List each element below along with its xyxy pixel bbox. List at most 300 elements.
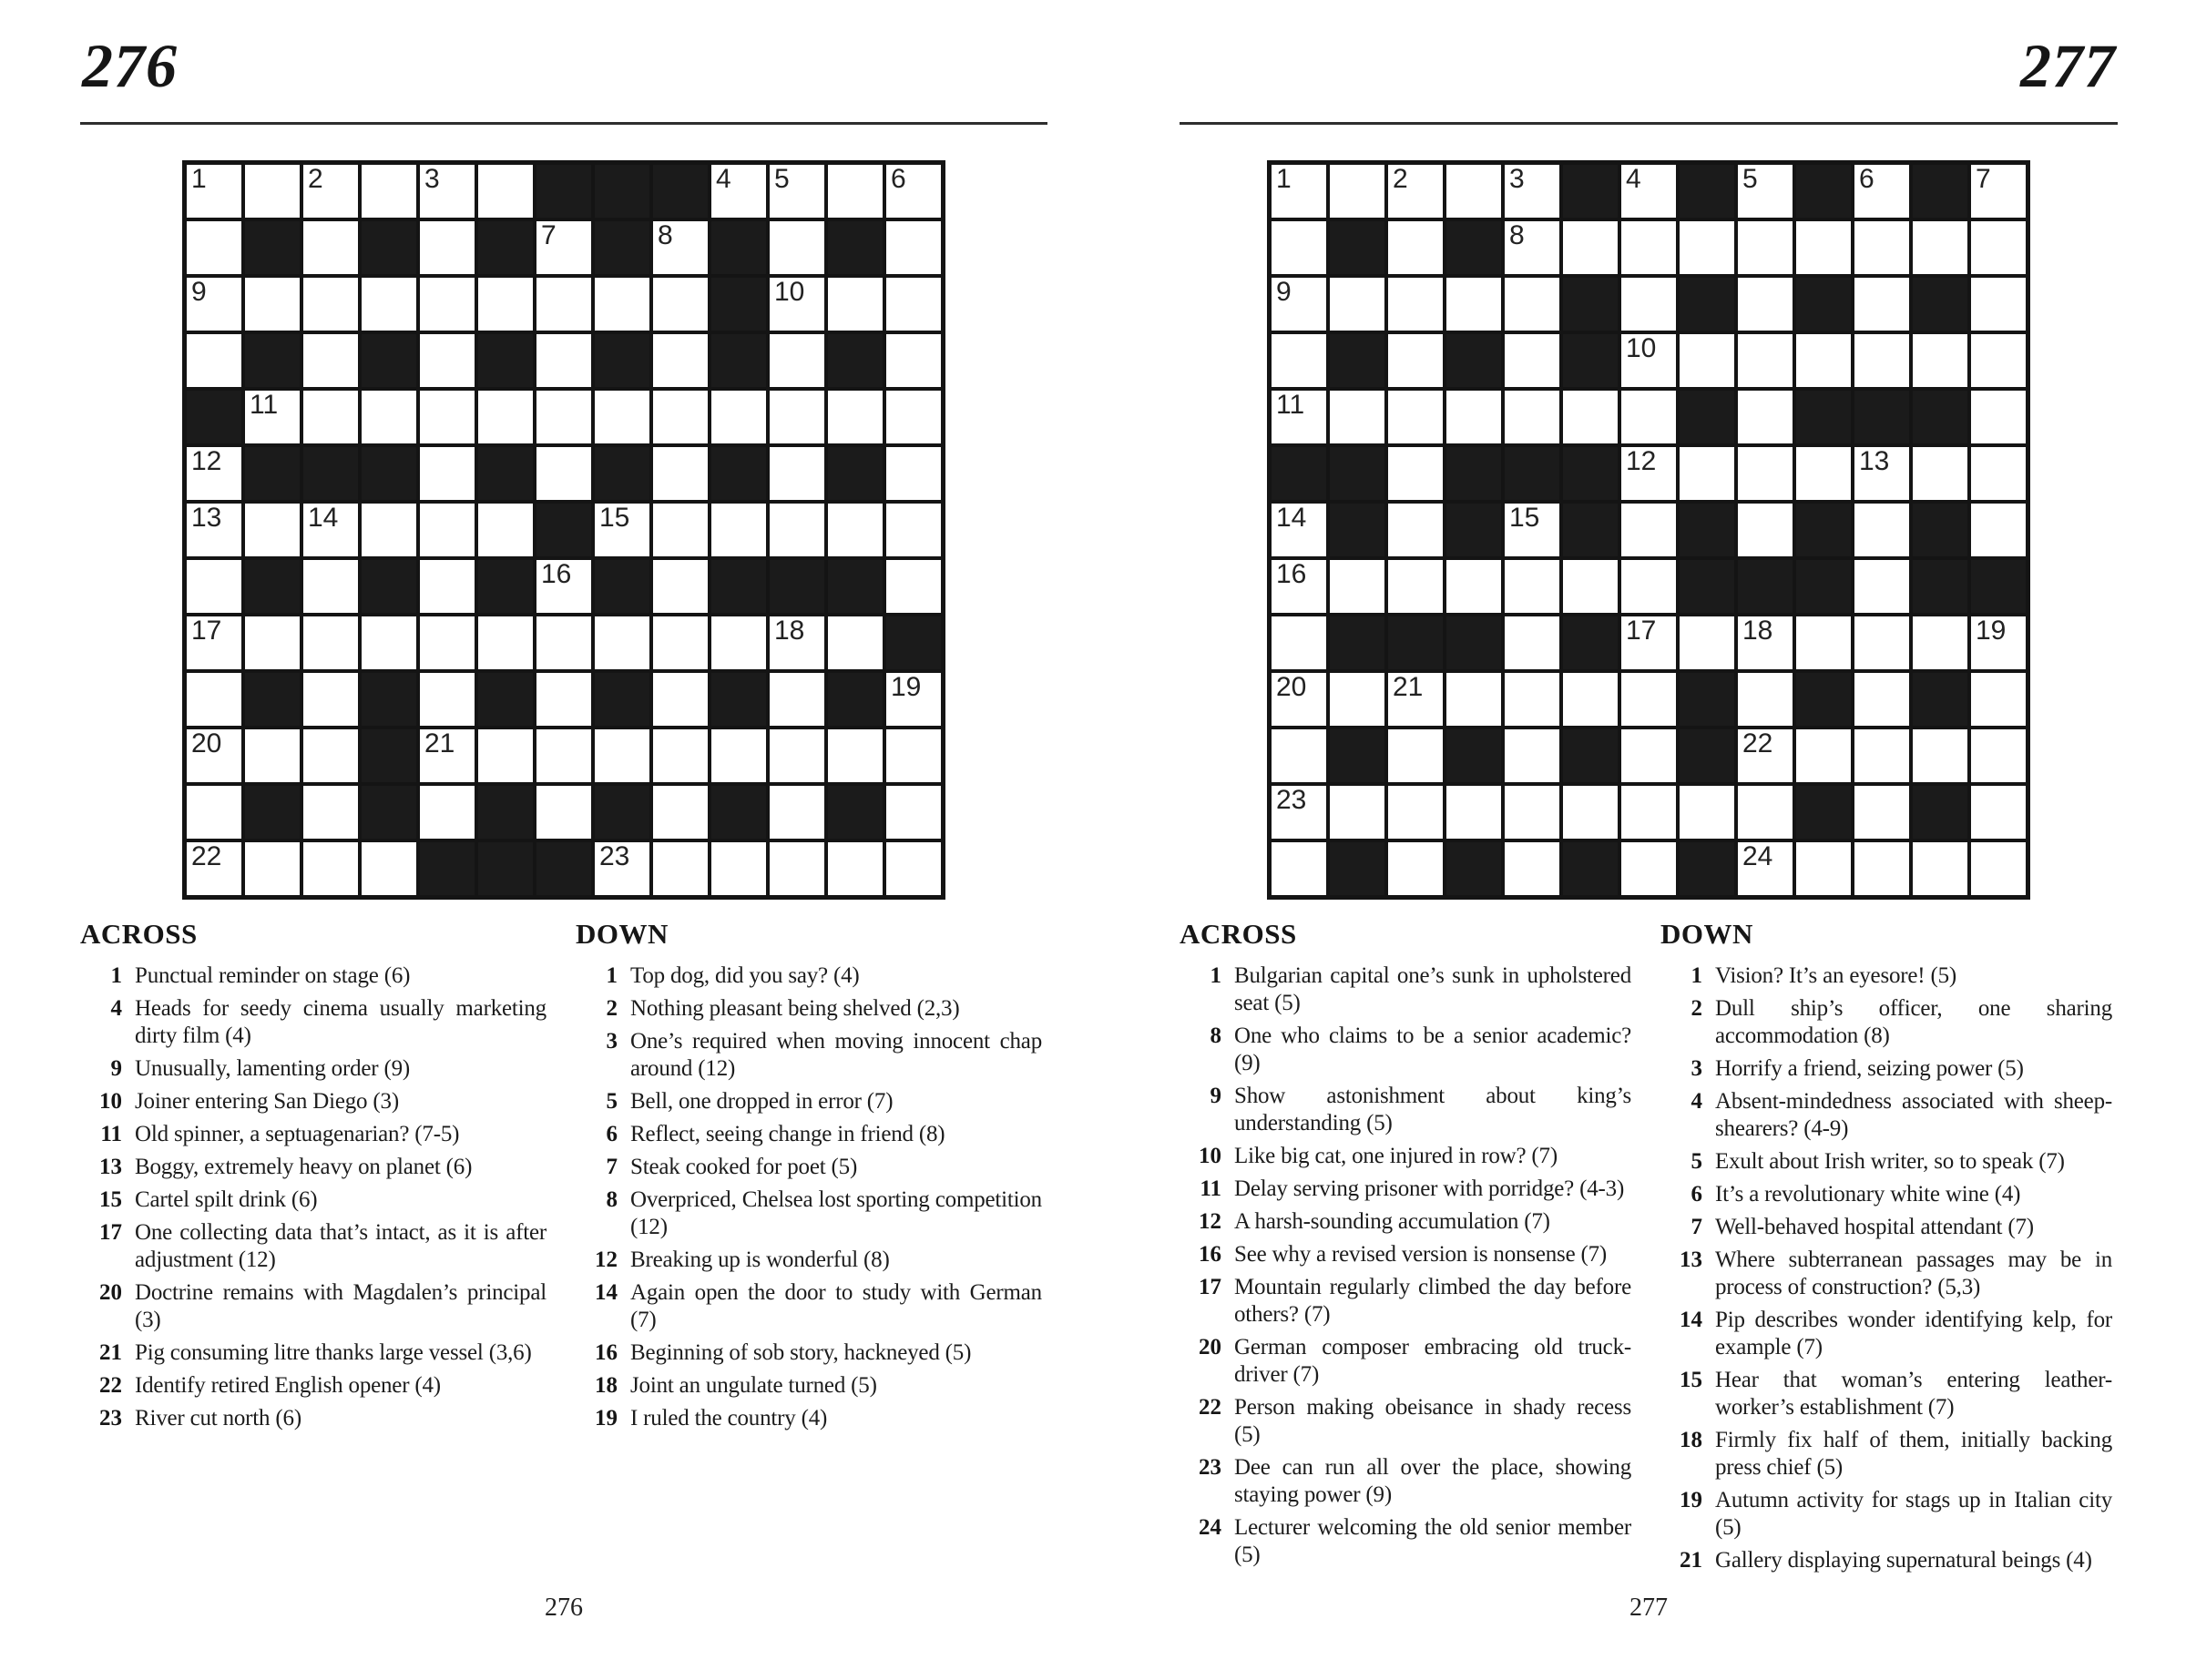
grid-cell	[768, 445, 826, 502]
grid-cell	[1270, 502, 1328, 558]
grid-cell-black	[185, 389, 243, 445]
grid-cell	[1736, 840, 1794, 897]
clue-item	[1660, 1181, 2118, 1208]
grid-cell	[1853, 558, 1911, 615]
grid-cell	[651, 784, 710, 840]
grid-cell-black	[1328, 502, 1386, 558]
grid-cell-number: 17	[191, 616, 222, 646]
grid-cell	[1503, 163, 1561, 219]
clue-text: Breaking up is wonderful (8)	[630, 1247, 890, 1272]
grid-cell	[710, 502, 768, 558]
grid-cell	[1386, 784, 1445, 840]
clue-text: Horrify a friend, seizing power (5)	[1715, 1056, 2024, 1081]
grid-cell	[1270, 389, 1328, 445]
clue-number: 21	[99, 1340, 122, 1365]
grid-cell	[768, 840, 826, 897]
grid-cell-black	[1911, 558, 1969, 615]
grid-cell-black	[476, 332, 535, 389]
grid-cell-number: 20	[191, 728, 222, 759]
grid-cell	[1619, 671, 1678, 728]
clue-number: 20	[99, 1280, 122, 1305]
grid-cell	[1853, 445, 1911, 502]
grid-cell	[1678, 615, 1736, 671]
grid-cell	[826, 502, 884, 558]
clue-number: 8	[1210, 1023, 1221, 1048]
clue-item	[80, 1055, 552, 1083]
grid-cell	[1911, 445, 1969, 502]
grid-cell	[1386, 728, 1445, 784]
grid-cell-black	[243, 784, 301, 840]
grid-cell-black	[710, 445, 768, 502]
grid-cell	[1853, 671, 1911, 728]
grid-cell	[418, 219, 476, 276]
grid-cell	[185, 840, 243, 897]
grid-cell	[301, 219, 360, 276]
grid-cell	[418, 389, 476, 445]
grid-cell-black	[593, 445, 651, 502]
grid-cell-black	[1445, 332, 1503, 389]
grid-cell	[476, 389, 535, 445]
grid-cell	[1270, 163, 1328, 219]
clue-number: 2	[606, 996, 618, 1021]
grid-cell-black	[1561, 163, 1619, 219]
grid-cell	[768, 219, 826, 276]
grid-cell	[651, 445, 710, 502]
grid-cell	[1853, 163, 1911, 219]
crossword-grid	[182, 160, 945, 900]
grid-cell-number: 16	[1276, 559, 1307, 589]
grid-cell-black	[1911, 276, 1969, 332]
grid-cell	[1270, 840, 1328, 897]
clue-text: Person making obeisance in shady recess (5)	[1234, 1395, 1631, 1447]
grid-cell	[1445, 163, 1503, 219]
grid-cell	[710, 615, 768, 671]
page-number-footer: 277	[1629, 1593, 1668, 1622]
clue-number: 5	[606, 1089, 618, 1114]
grid-cell-number: 8	[658, 220, 673, 250]
grid-cell	[1619, 276, 1678, 332]
clue-number: 4	[110, 996, 122, 1021]
grid-cell	[185, 784, 243, 840]
grid-cell	[1853, 219, 1911, 276]
grid-cell	[1619, 219, 1678, 276]
clue-item	[1180, 962, 1637, 1017]
grid-cell	[651, 615, 710, 671]
clue-text: Nothing pleasant being shelved (2,3)	[630, 996, 960, 1021]
clue-number: 1	[1691, 963, 1702, 988]
down-heading: DOWN	[576, 918, 669, 950]
grid-cell	[1969, 445, 2028, 502]
grid-cell	[1270, 671, 1328, 728]
grid-cell-black	[243, 332, 301, 389]
grid-cell-number: 1	[191, 164, 207, 194]
grid-cell-black	[301, 445, 360, 502]
clue-item	[576, 1279, 1047, 1334]
grid-cell-black	[768, 558, 826, 615]
grid-cell-number: 1	[1276, 164, 1292, 194]
grid-cell-black	[360, 784, 418, 840]
across-clues-list	[80, 962, 552, 1432]
clue-text: Absent-mindedness associated with sheep-shearers? (4-9)	[1715, 1089, 2112, 1141]
grid-cell-black	[1445, 728, 1503, 784]
grid-cell-black	[1794, 502, 1853, 558]
grid-cell	[243, 615, 301, 671]
grid-cell-black	[1561, 615, 1619, 671]
grid-cell-number: 14	[1276, 503, 1307, 533]
down-clues-list	[1660, 962, 2118, 1574]
clue-number: 12	[595, 1247, 618, 1272]
clue-number: 15	[99, 1187, 122, 1212]
grid-cell	[651, 840, 710, 897]
grid-cell-black	[1561, 332, 1619, 389]
grid-cell-black	[1853, 389, 1911, 445]
clue-number: 16	[595, 1340, 618, 1365]
grid-cell	[651, 502, 710, 558]
clue-item	[1180, 1334, 1637, 1389]
clue-number: 17	[99, 1220, 122, 1245]
clue-text: Gallery displaying supernatural beings (4)	[1715, 1548, 2092, 1573]
grid-cell	[884, 163, 943, 219]
clue-text: Overpriced, Chelsea lost sporting competition (12)	[630, 1187, 1042, 1239]
grid-cell-black	[593, 163, 651, 219]
page-276	[80, 0, 1047, 1680]
grid-cell	[593, 389, 651, 445]
clue-number: 13	[99, 1155, 122, 1179]
grid-cell-black	[1678, 389, 1736, 445]
clue-number: 8	[606, 1187, 618, 1212]
grid-cell	[826, 728, 884, 784]
grid-cell	[1619, 784, 1678, 840]
grid-cell	[651, 219, 710, 276]
grid-cell-black	[884, 615, 943, 671]
grid-cell-black	[1328, 728, 1386, 784]
grid-cell	[884, 502, 943, 558]
grid-cell	[1503, 219, 1561, 276]
grid-cell	[418, 784, 476, 840]
grid-cell	[1794, 840, 1853, 897]
grid-cell	[476, 615, 535, 671]
clue-number: 10	[99, 1089, 122, 1114]
clue-item	[1180, 1394, 1637, 1449]
grid-cell	[360, 163, 418, 219]
grid-cell-black	[593, 558, 651, 615]
grid-cell-number: 12	[1626, 446, 1657, 476]
clue-text: Old spinner, a septuagenarian? (7-5)	[135, 1122, 460, 1146]
grid-cell-black	[243, 558, 301, 615]
grid-cell	[1969, 389, 2028, 445]
clue-text: Top dog, did you say? (4)	[630, 963, 860, 988]
grid-cell-black	[826, 445, 884, 502]
clues-section	[80, 920, 1047, 1438]
clue-number: 16	[1199, 1242, 1221, 1267]
grid-cell-number: 12	[191, 446, 222, 476]
clue-text: Lecturer welcoming the old senior member (5)	[1234, 1515, 1631, 1567]
grid-cell	[1911, 840, 1969, 897]
grid-cell	[535, 332, 593, 389]
grid-cell	[301, 389, 360, 445]
grid-cell	[1503, 332, 1561, 389]
grid-cell-black	[1445, 840, 1503, 897]
grid-cell-number: 10	[1626, 333, 1657, 363]
clue-item	[1180, 1176, 1637, 1203]
grid-cell	[476, 502, 535, 558]
grid-cell	[1853, 615, 1911, 671]
grid-cell-number: 16	[541, 559, 572, 589]
clue-text: One’s required when moving innocent chap around (12)	[630, 1029, 1042, 1081]
clue-text: Punctual reminder on stage (6)	[135, 963, 411, 988]
grid-cell-black	[243, 219, 301, 276]
grid-cell-black	[593, 332, 651, 389]
grid-cell-black	[1561, 840, 1619, 897]
grid-cell-number: 18	[774, 616, 805, 646]
grid-cell	[418, 163, 476, 219]
clue-text: Delay serving prisoner with porridge? (4-3)	[1234, 1176, 1625, 1201]
grid-cell-black	[593, 671, 651, 728]
grid-cell	[1736, 219, 1794, 276]
grid-cell-black	[1911, 502, 1969, 558]
grid-cell-number: 21	[424, 728, 455, 759]
grid-cell	[1736, 389, 1794, 445]
grid-cell	[301, 502, 360, 558]
grid-cell	[418, 502, 476, 558]
grid-cell	[1386, 840, 1445, 897]
clue-item	[1660, 1367, 2118, 1421]
grid-cell	[418, 445, 476, 502]
grid-cell	[768, 276, 826, 332]
clue-text: Autumn activity for stags up in Italian city (5)	[1715, 1488, 2112, 1540]
clue-item	[1180, 1143, 1637, 1170]
grid-cell-number: 19	[891, 672, 922, 702]
clue-number: 11	[1200, 1176, 1221, 1201]
grid-cell	[1911, 615, 1969, 671]
grid-cell-black	[476, 840, 535, 897]
clue-text: Steak cooked for poet (5)	[630, 1155, 858, 1179]
grid-cell	[1386, 276, 1445, 332]
grid-cell-number: 13	[191, 503, 222, 533]
clue-item	[576, 1154, 1047, 1181]
grid-cell-black	[1678, 671, 1736, 728]
grid-cell-black	[1794, 163, 1853, 219]
grid-cell-black	[476, 671, 535, 728]
grid-cell-black	[1328, 615, 1386, 671]
grid-cell	[884, 671, 943, 728]
clue-text: Reflect, seeing change in friend (8)	[630, 1122, 945, 1146]
clue-number: 1	[110, 963, 122, 988]
clue-number: 15	[1680, 1368, 1702, 1392]
grid-cell-black	[710, 558, 768, 615]
grid-cell	[651, 276, 710, 332]
grid-cell	[826, 840, 884, 897]
clue-number: 2	[1691, 996, 1702, 1021]
grid-cell	[1270, 615, 1328, 671]
clue-item	[1660, 1427, 2118, 1481]
grid-cell-black	[1678, 163, 1736, 219]
grid-cell-black	[710, 784, 768, 840]
clue-text: Joint an ungulate turned (5)	[630, 1373, 877, 1398]
grid-cell	[418, 276, 476, 332]
grid-cell-number: 17	[1626, 616, 1657, 646]
grid-cell	[1503, 276, 1561, 332]
grid-cell-number: 24	[1742, 841, 1773, 871]
grid-cell	[1911, 219, 1969, 276]
grid-cell	[768, 332, 826, 389]
grid-cell-black	[1445, 445, 1503, 502]
grid-cell-number: 7	[541, 220, 557, 250]
grid-cell	[1328, 558, 1386, 615]
grid-cell-black	[1794, 784, 1853, 840]
grid-cell	[535, 784, 593, 840]
grid-cell-number: 10	[774, 277, 805, 307]
clue-text: Identify retired English opener (4)	[135, 1373, 441, 1398]
grid-cell	[1969, 332, 2028, 389]
clue-item	[576, 962, 1047, 990]
grid-cell-black	[1678, 276, 1736, 332]
grid-cell-number: 4	[716, 164, 731, 194]
clue-text: Vision? It’s an eyesore! (5)	[1715, 963, 1957, 988]
grid-cell	[1969, 840, 2028, 897]
grid-cell	[1386, 671, 1445, 728]
grid-cell	[360, 840, 418, 897]
header-rule	[1180, 122, 2118, 125]
clue-number: 7	[606, 1155, 618, 1179]
grid-cell-black	[1911, 784, 1969, 840]
clue-item	[80, 1279, 552, 1334]
clue-text: Again open the door to study with German (7)	[630, 1280, 1042, 1332]
grid-cell-black	[1328, 219, 1386, 276]
grid-cell-black	[476, 558, 535, 615]
grid-cell	[185, 163, 243, 219]
grid-cell	[535, 558, 593, 615]
grid-cell	[1445, 389, 1503, 445]
grid-cell	[418, 615, 476, 671]
clue-item	[1660, 1055, 2118, 1083]
grid-cell-black	[826, 784, 884, 840]
grid-cell-black	[1678, 840, 1736, 897]
grid-cell	[710, 728, 768, 784]
grid-cell	[185, 445, 243, 502]
grid-cell-black	[360, 728, 418, 784]
grid-cell	[301, 276, 360, 332]
grid-cell-number: 14	[308, 503, 339, 533]
clue-number: 6	[606, 1122, 618, 1146]
grid-cell	[1969, 671, 2028, 728]
clue-number: 1	[1210, 963, 1221, 988]
page-277	[1180, 0, 2118, 1680]
grid-cell-black	[243, 671, 301, 728]
clue-item	[1180, 1083, 1637, 1137]
grid-cell	[710, 840, 768, 897]
clue-number: 20	[1199, 1335, 1221, 1359]
clue-text: Well-behaved hospital attendant (7)	[1715, 1215, 2034, 1239]
grid-cell	[1270, 728, 1328, 784]
grid-cell-black	[651, 163, 710, 219]
clue-text: Dull ship’s officer, one sharing accommodation (8)	[1715, 996, 2112, 1048]
clue-text: Unusually, lamenting order (9)	[135, 1056, 411, 1081]
clue-number: 5	[1691, 1149, 1702, 1174]
grid-cell-black	[710, 332, 768, 389]
grid-cell	[1503, 671, 1561, 728]
clue-text: Exult about Irish writer, so to speak (7)	[1715, 1149, 2065, 1174]
grid-cell	[1736, 615, 1794, 671]
grid-cell-black	[1561, 276, 1619, 332]
grid-cell-black	[1794, 558, 1853, 615]
grid-cell	[1736, 728, 1794, 784]
clue-text: Bell, one dropped in error (7)	[630, 1089, 894, 1114]
grid-cell-black	[1969, 558, 2028, 615]
grid-cell	[710, 163, 768, 219]
clue-number: 18	[595, 1373, 618, 1398]
grid-cell	[360, 276, 418, 332]
grid-cell	[826, 615, 884, 671]
grid-cell	[1619, 389, 1678, 445]
grid-cell-black	[1445, 219, 1503, 276]
clue-item	[1180, 1241, 1637, 1268]
grid-cell-number: 8	[1509, 220, 1525, 250]
grid-cell	[301, 671, 360, 728]
grid-cell	[1386, 389, 1445, 445]
down-clues-list	[576, 962, 1047, 1432]
grid-cell	[1503, 840, 1561, 897]
grid-cell	[1270, 219, 1328, 276]
grid-cell	[301, 558, 360, 615]
grid-cell-black	[1445, 502, 1503, 558]
clue-number: 1	[606, 963, 618, 988]
clue-text: Where subterranean passages may be in process of construction? (5,3)	[1715, 1247, 2112, 1299]
grid-cell	[1270, 558, 1328, 615]
clue-text: See why a revised version is nonsense (7)	[1234, 1242, 1608, 1267]
clue-item	[80, 962, 552, 990]
grid-cell	[651, 671, 710, 728]
clue-item	[1180, 1274, 1637, 1329]
clue-number: 9	[1210, 1084, 1221, 1108]
grid-cell-black	[1794, 276, 1853, 332]
grid-cell-black	[1678, 558, 1736, 615]
clue-text: River cut north (6)	[135, 1406, 301, 1431]
clue-item	[1660, 1247, 2118, 1301]
grid-cell	[301, 784, 360, 840]
grid-cell	[651, 389, 710, 445]
clue-number: 3	[606, 1029, 618, 1054]
grid-cell-number: 23	[599, 841, 630, 871]
grid-cell	[593, 502, 651, 558]
across-clues-column	[1180, 920, 1637, 1580]
clue-text: Show astonishment about king’s understanding (5)	[1234, 1084, 1631, 1135]
grid-cell	[1678, 784, 1736, 840]
clue-text: Doctrine remains with Magdalen’s principal (3)	[135, 1280, 546, 1332]
grid-cell	[1386, 163, 1445, 219]
grid-cell-number: 6	[891, 164, 906, 194]
clue-item	[80, 1372, 552, 1400]
grid-cell	[1328, 389, 1386, 445]
grid-cell	[476, 276, 535, 332]
grid-cell	[243, 163, 301, 219]
grid-cell-number: 15	[1509, 503, 1540, 533]
grid-cell	[185, 728, 243, 784]
grid-cell	[1736, 276, 1794, 332]
grid-cell	[1328, 671, 1386, 728]
grid-cell	[418, 671, 476, 728]
grid-cell-number: 11	[1276, 390, 1305, 420]
grid-cell	[1794, 728, 1853, 784]
grid-cell-black	[476, 784, 535, 840]
grid-cell-number: 13	[1859, 446, 1890, 476]
clue-item	[1660, 1088, 2118, 1143]
clue-number: 19	[1680, 1488, 1702, 1512]
grid-cell-number: 22	[191, 841, 222, 871]
clue-item	[1180, 1208, 1637, 1236]
grid-cell-black	[1270, 445, 1328, 502]
clue-item	[576, 1088, 1047, 1115]
